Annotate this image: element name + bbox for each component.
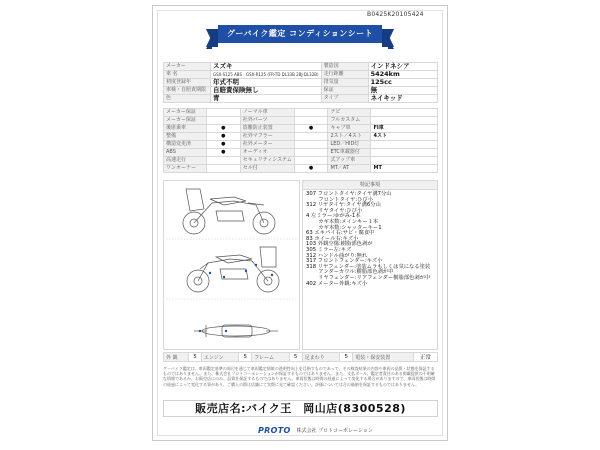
title-ribbon bbox=[218, 25, 382, 43]
info-label: 製造国 bbox=[321, 63, 368, 71]
score-value-frame: 5 bbox=[289, 353, 302, 362]
spec-label: セル付 bbox=[240, 165, 294, 173]
score-value-electrical: 正常 bbox=[413, 353, 437, 362]
spec-value: FI車 bbox=[371, 125, 438, 133]
spec-value bbox=[371, 141, 438, 149]
note-item: 307 フロントタイヤ:タイヤ溝7分山 bbox=[306, 191, 392, 197]
spec-value: ● bbox=[294, 165, 328, 173]
info-label: 車検・自賠責期限 bbox=[164, 87, 211, 95]
spec-value bbox=[207, 157, 241, 165]
score-value-exterior: 5 bbox=[189, 353, 202, 362]
spec-label: ETC車載器付 bbox=[328, 149, 371, 157]
info-value: スズキ bbox=[211, 63, 322, 71]
spec-value: ● bbox=[294, 125, 328, 133]
spec-value bbox=[207, 117, 241, 125]
spec-label: キャブ車 bbox=[328, 125, 371, 133]
info-value: インドネシア bbox=[368, 63, 437, 71]
info-value: GSX-S125 ABS GSX-R125 (FR-TD DL33B 2BJ-DL32B) bbox=[211, 71, 322, 79]
info-label: メーカー bbox=[164, 63, 211, 71]
score-label-frame: フレーム bbox=[252, 353, 290, 362]
note-item: アンダーカウル:樹脂部色剥が中 bbox=[306, 269, 394, 276]
info-row bbox=[164, 71, 438, 79]
spec-label: 社外メーター bbox=[240, 141, 294, 149]
disclaimer-text: グーバイク鑑定は、車両鑑定基準の周辺を通じて車両鑑定情報の透明性向上を目指すものであって、その検査結果の内容や車両の品質・状態を保証するものではありません。また、株式会社プロトコーポレーションが保証するものではありません。また、支払ボール、鑑定者責任のある掲載提供の不明確な情報であるか、お販売店にのみ、品質を保証するものではありません。車両状態は時間の経過によって変化する場合がありますので、車両状態は時間の経過によって変化する事があり、ご購入の際は店舗にて実際に見て確認ください。評価については合の価値を保証するものではありません。 bbox=[163, 366, 436, 387]
spec-value bbox=[294, 109, 328, 117]
spec-label: 2スト／4スト bbox=[328, 133, 371, 141]
proto-logo: PROTO bbox=[258, 425, 291, 435]
spec-value bbox=[294, 133, 328, 141]
note-item: 317 フロントフェンダー:キズ小 bbox=[306, 258, 383, 265]
spec-value: ● bbox=[207, 133, 241, 141]
spec-value bbox=[207, 109, 241, 117]
bike-left-side-view bbox=[187, 247, 279, 292]
notes-list bbox=[303, 190, 437, 289]
vehicle-info-table bbox=[163, 62, 438, 103]
spec-value bbox=[294, 149, 328, 157]
note-item: カギ本数:シャッターキー1 bbox=[306, 224, 382, 231]
score-value-engine: 5 bbox=[239, 353, 252, 362]
spec-row bbox=[164, 141, 438, 149]
note-item: 312 リヤタイヤ:タイヤ溝6分山 bbox=[306, 202, 381, 209]
spec-value bbox=[371, 109, 438, 117]
motorcycle-diagram bbox=[164, 181, 299, 349]
info-value: 125cc bbox=[368, 79, 437, 87]
info-row bbox=[164, 95, 438, 103]
spec-label: フルカスタム bbox=[328, 117, 371, 125]
info-value: 自賠責保険無し bbox=[211, 87, 322, 95]
info-label: 走行距離 bbox=[321, 71, 368, 79]
spec-label: 社外マフラー bbox=[240, 133, 294, 141]
note-item: 312 ハンドル曲がり:無れ bbox=[306, 252, 368, 259]
info-value: 5424km bbox=[368, 71, 437, 79]
spec-row bbox=[164, 165, 438, 173]
note-item: 83 ホイール右:キズ小 bbox=[306, 235, 359, 242]
spec-row bbox=[164, 149, 438, 157]
company-name: 株式会社 プロトコーポレーション bbox=[296, 427, 373, 434]
spec-value bbox=[207, 165, 241, 173]
info-value: 年式不明 bbox=[211, 79, 322, 87]
notes-header: 特記事項 bbox=[303, 181, 437, 190]
score-row bbox=[164, 353, 438, 362]
bike-top-view bbox=[194, 325, 278, 337]
note-item: フロントタイヤ:ひび小 bbox=[306, 196, 373, 203]
spec-label: 整備 bbox=[164, 133, 207, 141]
shop-name: 販売店名:バイク王 岡山店(8300528) bbox=[163, 400, 438, 417]
spec-value bbox=[294, 117, 328, 125]
spec-value bbox=[294, 141, 328, 149]
footer bbox=[258, 425, 373, 435]
note-item: 305 ミラー左:キズ bbox=[306, 246, 352, 253]
spec-value bbox=[294, 157, 328, 165]
spec-label: ABS bbox=[164, 149, 207, 157]
spec-value: ● bbox=[207, 149, 241, 157]
info-label: 保証 bbox=[321, 87, 368, 95]
score-label-electrical: 電装・保安装置 bbox=[353, 353, 414, 362]
spec-value: ● bbox=[207, 141, 241, 149]
info-label: 初度登録年 bbox=[164, 79, 211, 87]
spec-value: ● bbox=[207, 125, 241, 133]
spec-label: 後席乗車 bbox=[164, 125, 207, 133]
bike-right-side-view bbox=[183, 189, 275, 234]
spec-label: LED／HID灯 bbox=[328, 141, 371, 149]
score-table bbox=[163, 352, 438, 362]
document-id: B0425K20105424 bbox=[367, 11, 424, 18]
spec-row bbox=[164, 133, 438, 141]
note-item: 4 左ミラー:ゆがみ-1本 bbox=[306, 213, 361, 220]
score-label-engine: エンジン bbox=[201, 353, 238, 362]
spec-row bbox=[164, 109, 438, 117]
sheet-title: グーバイク鑑定 コンディションシート bbox=[226, 29, 374, 38]
spec-label: メーカー保証 bbox=[164, 117, 207, 125]
spec-label: ナビ bbox=[328, 109, 371, 117]
info-value: 無 bbox=[368, 87, 437, 95]
spec-label: 高速走行 bbox=[164, 157, 207, 165]
info-label: 色 bbox=[164, 95, 211, 103]
note-item: カギ本数:メインキー１本 bbox=[306, 218, 379, 225]
note-item: リヤフェンダー:リアフェンダー樹脂部色剥が中 bbox=[306, 274, 431, 281]
damage-diagram bbox=[163, 180, 300, 350]
note-item: 402 メーター外観:キズ小 bbox=[306, 280, 368, 287]
spec-value bbox=[371, 117, 438, 125]
spec-row bbox=[164, 157, 438, 165]
spec-row bbox=[164, 125, 438, 133]
info-label: 車 名 bbox=[164, 71, 211, 79]
spec-value: MT bbox=[371, 165, 438, 173]
spec-label: 構造変更済 bbox=[164, 141, 207, 149]
equipment-table bbox=[163, 108, 438, 173]
note-item: リヤタイヤ:ひび小 bbox=[306, 207, 363, 214]
spec-label: 盗難防止装置 bbox=[240, 125, 294, 133]
score-label-exterior: 外 観 bbox=[164, 353, 189, 362]
info-row bbox=[164, 79, 438, 87]
spec-label: メーカー保証 bbox=[164, 109, 207, 117]
spec-value: 4スト bbox=[371, 133, 438, 141]
note-item: 318 リヤフェンダー:塗装ムラもしくは気になる塗装 bbox=[306, 263, 431, 270]
spec-value bbox=[371, 149, 438, 157]
info-value: ネイキッド bbox=[368, 95, 437, 103]
spec-row bbox=[164, 117, 438, 125]
note-item: 63 エキパイ右:サビ・腐食中 bbox=[306, 230, 375, 237]
spec-value bbox=[371, 157, 438, 165]
spec-label: ワンオーナー bbox=[164, 165, 207, 173]
score-label-suspension: 足まわり bbox=[302, 353, 340, 362]
info-value: 青 bbox=[211, 95, 322, 103]
note-item: 103 外観空傷:樹脂部色剥が bbox=[306, 241, 373, 248]
info-label: 排気量 bbox=[321, 79, 368, 87]
spec-label: ノーマル車 bbox=[240, 109, 294, 117]
spec-label: 社外パーツ bbox=[240, 117, 294, 125]
notes-panel bbox=[302, 180, 438, 350]
info-label: タイプ bbox=[321, 95, 368, 103]
spec-label: MT／AT bbox=[328, 165, 371, 173]
spec-label: オーディオ bbox=[240, 149, 294, 157]
spec-label: 式アップ車 bbox=[328, 157, 371, 165]
score-value-suspension: 5 bbox=[340, 353, 353, 362]
spec-label: セキュリティシステム bbox=[240, 157, 294, 165]
